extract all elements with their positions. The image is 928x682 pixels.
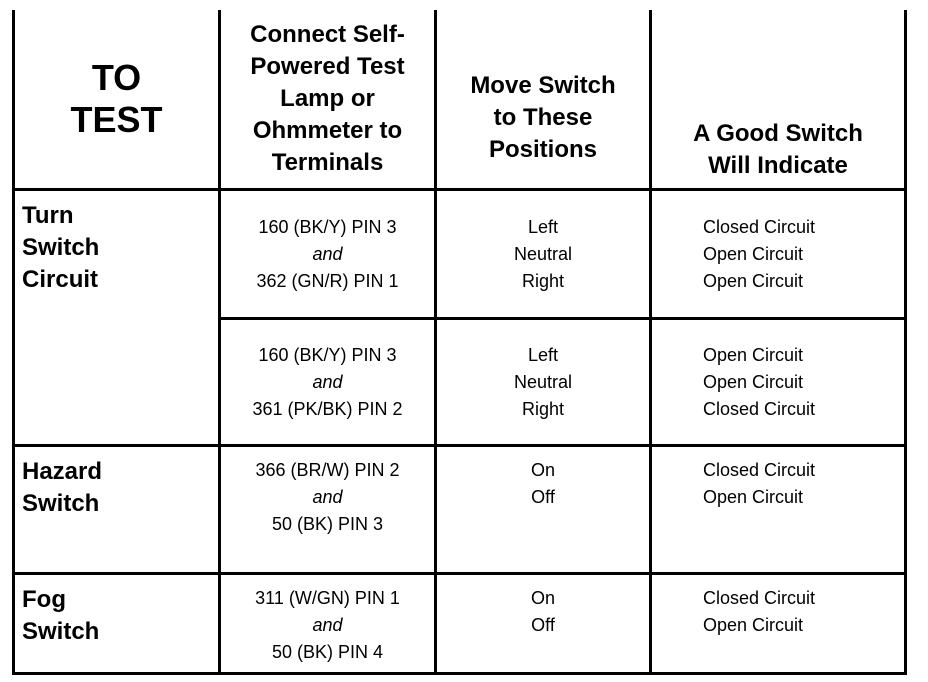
table-border-bottom — [12, 672, 907, 675]
position: On — [530, 460, 555, 480]
row-label-line: Hazard — [22, 458, 103, 485]
header-move-line: Positions — [488, 136, 597, 163]
row-label-line: Fog — [22, 586, 66, 613]
row-label-hazard — [22, 456, 102, 520]
position: Right — [521, 270, 565, 291]
header-connect-line: Terminals — [271, 149, 384, 176]
indication: Closed Circuit — [703, 588, 816, 608]
terminals-cell — [221, 457, 434, 572]
positions-cell — [437, 585, 649, 672]
indications-cell — [703, 191, 903, 317]
header-connect-line: Connect Self- — [250, 21, 405, 48]
indication: Closed Circuit — [703, 216, 816, 237]
row-divider-hazard — [12, 444, 907, 447]
header-connect — [221, 10, 434, 188]
terminal-b: 362 (GN/R) PIN 1 — [256, 270, 399, 291]
terminals-cell — [221, 585, 434, 672]
row-label-line: Circuit — [22, 266, 99, 293]
and-text: and — [312, 615, 343, 635]
position: Neutral — [513, 243, 573, 264]
positions-cell — [437, 191, 649, 317]
indication: Closed Circuit — [703, 398, 816, 419]
position: Off — [531, 615, 555, 635]
header-indicate — [652, 118, 904, 188]
terminals-cell — [221, 320, 434, 444]
indication: Open Circuit — [703, 487, 804, 507]
header-move — [437, 70, 649, 188]
positions-cell — [437, 457, 649, 572]
indication: Closed Circuit — [703, 460, 816, 480]
and-text: and — [312, 243, 343, 264]
header-connect-line: Lamp or — [280, 85, 375, 112]
row-label-line: Turn — [22, 202, 74, 229]
terminal-b: 50 (BK) PIN 4 — [271, 642, 384, 662]
position: Left — [527, 344, 559, 365]
and-text: and — [312, 487, 343, 507]
row-label-fog — [22, 584, 99, 648]
indications-cell — [703, 585, 903, 672]
header-move-line: Move Switch — [470, 72, 616, 99]
indication: Open Circuit — [703, 270, 804, 291]
indication: Open Circuit — [703, 615, 804, 635]
header-indicate-line: Will Indicate — [708, 152, 848, 179]
header-connect-line: Ohmmeter to — [252, 117, 403, 144]
header-to-test — [15, 10, 218, 188]
row-divider-fog — [12, 572, 907, 575]
row-label-turn — [22, 200, 99, 296]
terminal-a: 311 (W/GN) PIN 1 — [255, 588, 400, 608]
terminal-b: 50 (BK) PIN 3 — [271, 514, 384, 534]
header-to-test-line: TO — [91, 57, 142, 98]
header-to-test-line: TEST — [70, 99, 163, 140]
indication: Open Circuit — [703, 243, 804, 264]
indications-cell — [703, 320, 903, 444]
position: Left — [527, 216, 559, 237]
row-label-line: Switch — [22, 490, 100, 517]
header-indicate-line: A Good Switch — [693, 120, 863, 147]
position: On — [530, 588, 555, 608]
terminal-a: 366 (BR/W) PIN 2 — [255, 460, 400, 480]
table-border-right — [904, 10, 907, 675]
row-label-line: Switch — [22, 234, 100, 261]
terminal-a: 160 (BK/Y) PIN 3 — [258, 344, 397, 365]
terminal-a: 160 (BK/Y) PIN 3 — [258, 216, 397, 237]
position: Right — [521, 398, 565, 419]
terminals-cell — [221, 191, 434, 317]
indication: Open Circuit — [703, 371, 804, 392]
header-connect-line: Powered Test — [250, 53, 405, 80]
terminal-b: 361 (PK/BK) PIN 2 — [252, 398, 403, 419]
column-divider-3 — [649, 10, 652, 675]
position: Off — [531, 487, 555, 507]
row-label-line: Switch — [22, 618, 100, 645]
header-move-line: to These — [493, 104, 593, 131]
positions-cell — [437, 320, 649, 444]
indication: Open Circuit — [703, 344, 804, 365]
and-text: and — [312, 371, 343, 392]
indications-cell — [703, 457, 903, 572]
position: Neutral — [513, 371, 573, 392]
